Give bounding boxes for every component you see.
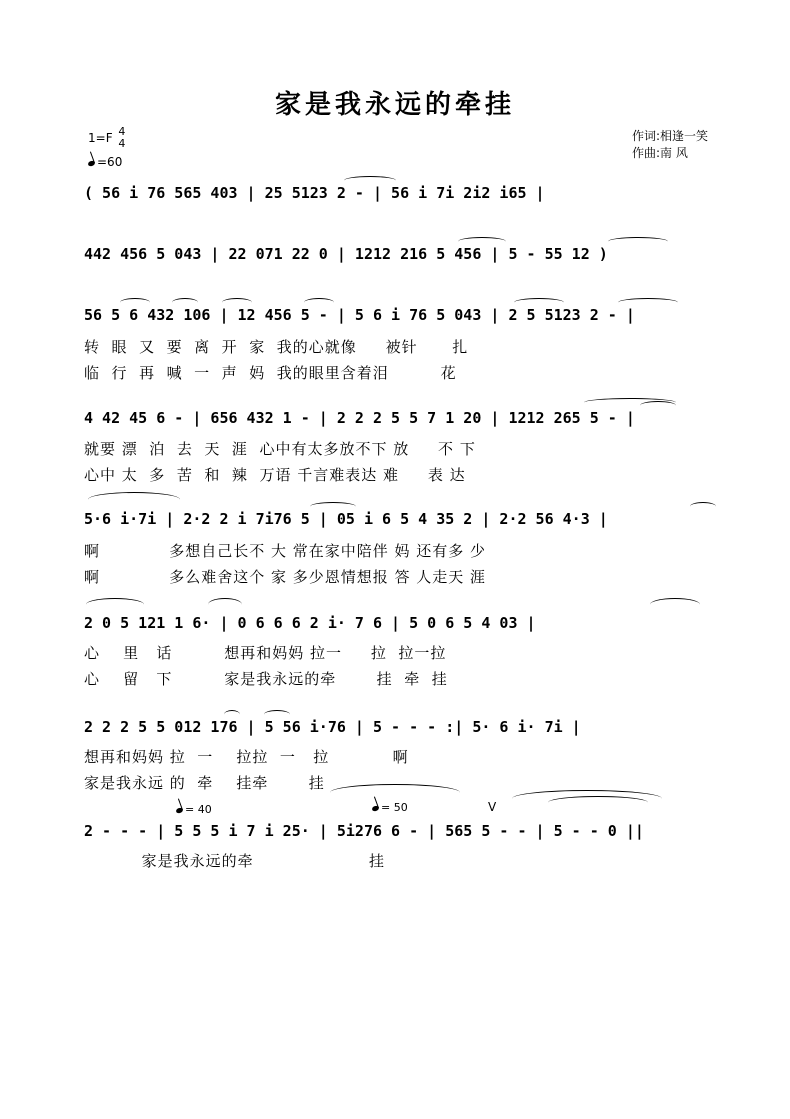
slur-mark	[172, 298, 198, 307]
slur-mark	[208, 598, 242, 611]
slur-mark	[458, 237, 506, 246]
lyric-verse-2: 临 行 再 喊 一 声 妈 我的眼里含着泪 花	[84, 364, 457, 382]
quarter-note-icon	[175, 807, 183, 814]
key-signature: 1=F	[88, 130, 113, 145]
composer: 作曲:南 风	[632, 146, 688, 160]
score-row-7	[84, 714, 744, 740]
time-signature	[118, 126, 125, 150]
lyric-verse-1: 啊 多想自己长不 大 常在家中陪伴 妈 还有多 少	[84, 542, 487, 560]
tempo-value: =60	[97, 155, 123, 169]
music-line: 56 5 6 432 106 | 12 456 5 - | 5 6 i 76 5 043 | 2 5 5123 2 - |	[84, 306, 635, 324]
music-line: 5·6 i·7i | 2·2 2 i 7i76 5 | 05 i 6 5 4 35 2 | 2·2 56 4·3 |	[84, 510, 608, 528]
tempo-value: = 40	[185, 803, 212, 816]
lyric-verse-1: 就要 漂 泊 去 天 涯 心中有太多放不下 放 不 下	[84, 440, 476, 458]
music-line: ( 56 i 76 565 403 | 25 5123 2 - | 56 i 7i 2i2 i65 |	[84, 184, 545, 202]
lyricist: 作词:相逢一笑	[632, 129, 709, 143]
slur-mark	[608, 237, 668, 246]
quarter-note-icon	[87, 160, 95, 167]
score-row-5	[84, 506, 744, 532]
lyric-verse-2: 心中 太 多 苦 和 辣 万语 千言难表达 难 表 达	[84, 466, 466, 484]
music-line: 2 2 2 5 5 012 176 | 5 56 i·76 | 5 - - - :| 5· 6 i· 7i |	[84, 718, 581, 736]
music-line: 4 42 45 6 - | 656 432 1 - | 2 2 2 5 5 7 1 20 | 1212 265 5 - |	[84, 409, 635, 427]
slur-mark	[88, 492, 180, 507]
score-row-6	[84, 610, 744, 636]
slur-mark	[690, 502, 716, 511]
lyric-verse-1: 家是我永远的牵 挂	[84, 852, 386, 870]
slur-mark	[224, 710, 240, 719]
slur-mark	[548, 796, 648, 809]
slur-mark	[514, 298, 564, 307]
music-line: 442 456 5 043 | 22 071 22 0 | 1212 216 5 456 | 5 - 55 12 )	[84, 245, 608, 263]
key-and-tempo	[88, 126, 125, 170]
score-row-8	[84, 818, 744, 844]
lyric-verse-2: 啊 多么难舍这个 家 多少恩情想报 答 人走天 涯	[84, 568, 487, 586]
quarter-note-icon	[371, 805, 379, 812]
slur-mark	[310, 502, 356, 511]
lyric-verse-1: 想再和妈妈 拉 一 拉拉 一 拉 啊	[84, 748, 409, 766]
tempo-change-a	[176, 803, 212, 816]
breath-mark: V	[488, 800, 497, 814]
lyric-verse-1: 心 里 话 想再和妈妈 拉一 拉 拉一拉	[84, 644, 447, 662]
song-title: 家是我永远的牵挂	[274, 90, 515, 120]
lyric-verse-1: 转 眼 又 要 离 开 家 我的心就像 被针 扎	[84, 338, 469, 356]
slur-mark	[264, 710, 290, 719]
lyric-verse-2: 家是我永远 的 牵 挂牵 挂	[84, 774, 325, 792]
slur-mark	[650, 598, 700, 611]
music-line: 2 0 5 121 1 6· | 0 6 6 6 2 i· 7 6 | 5 0 6 5 4 03 |	[84, 614, 536, 632]
tempo-value: = 50	[381, 801, 408, 814]
slur-mark	[344, 176, 396, 185]
slur-mark	[222, 298, 252, 307]
slur-mark	[86, 598, 144, 611]
lyric-verse-2: 心 留 下 家是我永远的牵 挂 牵 挂	[84, 670, 448, 688]
slur-mark	[304, 298, 334, 307]
music-line: 2 - - - | 5 5 5 i 7 i 25· | 5i276 6 - | 565 5 - - | 5 - - 0 ||	[84, 822, 644, 840]
tempo-change-b	[372, 801, 408, 814]
score-row-1	[84, 180, 744, 206]
time-sig-numerator: 4	[118, 125, 126, 138]
tempo-line	[88, 154, 125, 170]
slur-mark	[330, 784, 460, 801]
slur-mark	[640, 401, 676, 410]
slur-mark	[618, 298, 678, 307]
time-sig-denominator: 4	[118, 137, 126, 150]
credits	[632, 128, 708, 162]
slur-mark	[120, 298, 150, 307]
